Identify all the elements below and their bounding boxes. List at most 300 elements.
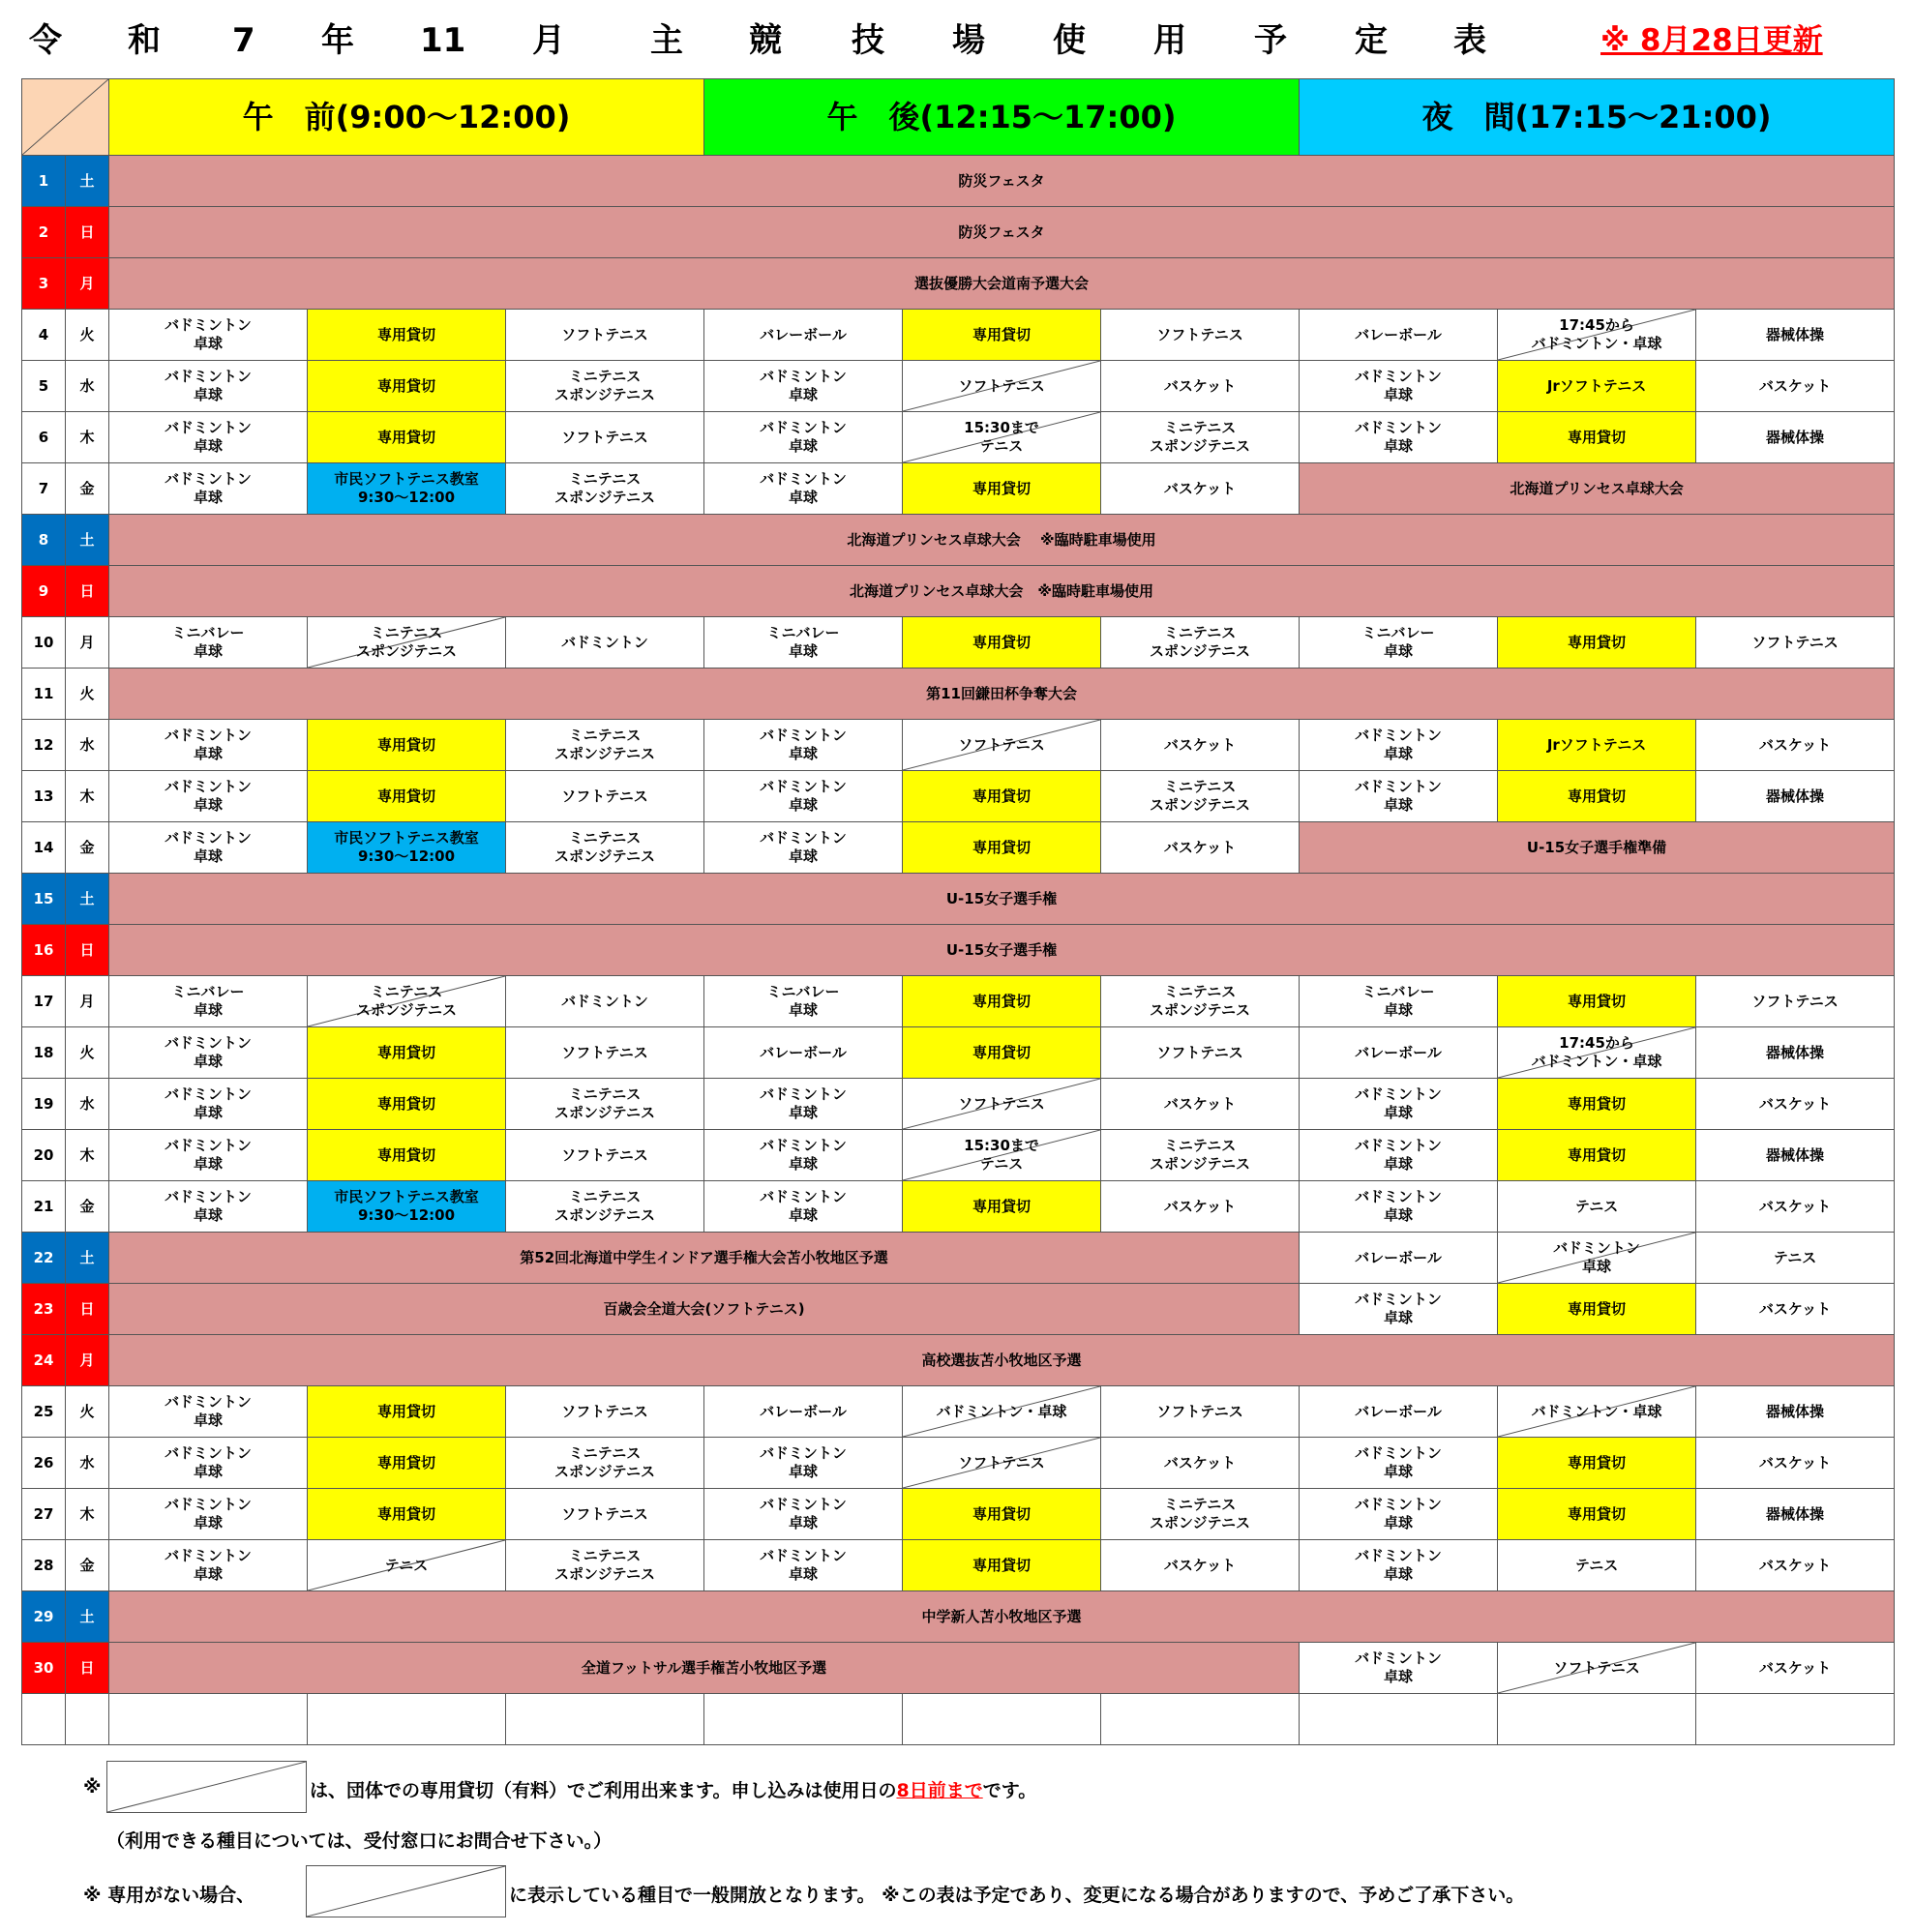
cell-text-line: バスケット [1758, 1197, 1832, 1215]
cell-text-line: スポンジテニス [1150, 1001, 1251, 1019]
update-note: ※ 8月28日更新 [1600, 23, 1823, 58]
reserved-cell [1498, 412, 1696, 463]
sport-cell [1300, 1540, 1498, 1591]
sport-cell [1101, 463, 1300, 515]
cell-text-line: バドミントン [760, 1137, 847, 1154]
day-number: 21 [22, 1181, 66, 1233]
title-char: 場 [952, 21, 985, 60]
day-number: 24 [22, 1335, 66, 1386]
sport-cell [1696, 771, 1895, 822]
schedule-row [22, 874, 1895, 925]
footer-line2: （利用できる種目については、受付窓口にお問合せ下さい。） [106, 1830, 613, 1852]
schedule-row [22, 720, 1895, 771]
reserved-cell [308, 412, 506, 463]
title-char: 予 [1254, 21, 1287, 60]
cell-text-line: テニス [1574, 1556, 1619, 1574]
cell-text-line: ミニバレー [1361, 624, 1435, 641]
cell-text-line: ソフトテニス [958, 376, 1045, 395]
event-cell [109, 258, 1895, 310]
cell-text-line: バドミントン [760, 778, 847, 795]
sport-cell [1101, 1386, 1300, 1438]
day-number: 18 [22, 1027, 66, 1079]
sport-cell [1300, 1438, 1498, 1489]
cell-text-line: スポンジテニス [553, 1565, 656, 1583]
day-of-week: 水 [66, 720, 109, 771]
cell-text-line: バドミントン [164, 316, 252, 334]
sport-cell [1696, 1386, 1895, 1438]
cell-text-line: 専用貸切 [376, 735, 435, 754]
title-char: 技 [852, 21, 884, 60]
reserved-cell [1498, 1130, 1696, 1181]
event-cell [109, 1643, 1300, 1694]
sport-cell [109, 1079, 308, 1130]
sport-cell [704, 1027, 903, 1079]
cell-text-line: スポンジテニス [553, 1104, 656, 1121]
cell-text-line: 9:30～12:00 [357, 489, 456, 506]
sport-cell [506, 310, 704, 361]
cell-text-line: バスケット [1758, 376, 1832, 395]
cell-text-line: バレーボール [1355, 325, 1442, 343]
sport-cell [1696, 361, 1895, 412]
cell-text-line: 器械体操 [1766, 1402, 1825, 1420]
reserved-cell [308, 1130, 506, 1181]
sport-cell [308, 617, 506, 669]
sport-cell [1696, 310, 1895, 361]
sport-cell [704, 1540, 903, 1591]
sport-cell [704, 1130, 903, 1181]
sport-cell [704, 976, 903, 1027]
day-number: 26 [22, 1438, 66, 1489]
day-of-week: 水 [66, 361, 109, 412]
sport-cell [1101, 412, 1300, 463]
cell-text-line: テニス [979, 1155, 1024, 1173]
sport-cell [506, 976, 704, 1027]
cell-text-line: ソフトテニス [1553, 1658, 1640, 1677]
reserved-cell [308, 361, 506, 412]
sport-cell [1300, 310, 1498, 361]
day-of-week: 日 [66, 1643, 109, 1694]
cell-text-line: 卓球 [1384, 437, 1414, 455]
cell-text-line: 専用貸切 [376, 1043, 435, 1061]
cell-text-line: 卓球 [1384, 1565, 1414, 1583]
cell-text-line: 卓球 [193, 437, 223, 455]
day-number: 17 [22, 976, 66, 1027]
cell-text-line: 専用貸切 [1568, 633, 1627, 651]
cell-text-line: 防災フェスタ [958, 171, 1045, 190]
schedule-row [22, 1643, 1895, 1694]
sport-cell [1300, 1027, 1498, 1079]
cell-text-line: ミニテニス [1163, 983, 1237, 1000]
cell-text-line: バドミントン [760, 470, 847, 488]
schedule-table [21, 78, 1895, 1745]
class-cell [308, 463, 506, 515]
cell-text-line: 卓球 [789, 745, 819, 762]
cell-text-line: ソフトテニス [958, 1094, 1045, 1113]
cell-text-line: 専用貸切 [972, 838, 1032, 856]
cell-text-line: 専用貸切 [1568, 1094, 1627, 1113]
cell-text-line: スポンジテニス [553, 745, 656, 762]
day-number: 15 [22, 874, 66, 925]
cell-text-line: 専用貸切 [972, 479, 1032, 497]
cell-text-line: バレーボール [760, 325, 847, 343]
sport-cell [704, 771, 903, 822]
sport-cell [506, 1130, 704, 1181]
day-of-week: 木 [66, 1130, 109, 1181]
cell-text-line: ミニテニス [568, 470, 642, 488]
day-number: 9 [22, 566, 66, 617]
sport-cell [109, 771, 308, 822]
empty-cell [1300, 1694, 1498, 1745]
cell-text-line: 専用貸切 [972, 787, 1032, 805]
cell-text-line: 卓球 [193, 745, 223, 762]
sport-cell [109, 976, 308, 1027]
sport-cell [506, 617, 704, 669]
reserved-cell [903, 1027, 1101, 1079]
sport-cell [506, 822, 704, 874]
cell-text-line: 卓球 [1384, 1668, 1414, 1685]
cell-text-line: バドミントン [1355, 1547, 1442, 1564]
reserved-cell [308, 1386, 506, 1438]
reserved-cell [903, 617, 1101, 669]
sport-cell [109, 463, 308, 515]
day-number: 12 [22, 720, 66, 771]
schedule-row [22, 412, 1895, 463]
cell-text-line: ミニテニス [1163, 419, 1237, 436]
sport-cell [109, 1540, 308, 1591]
cell-text-line: バドミントン [760, 829, 847, 847]
sport-cell [1696, 976, 1895, 1027]
day-of-week: 金 [66, 463, 109, 515]
cell-text-line: バドミントン [1553, 1239, 1640, 1257]
sport-cell [1696, 1181, 1895, 1233]
cell-text-line: スポンジテニス [1150, 642, 1251, 660]
cell-text-line: 中学新人苫小牧地区予選 [921, 1607, 1082, 1625]
reserved-cell [903, 310, 1101, 361]
schedule-row [22, 822, 1895, 874]
title-bar [21, 15, 1823, 70]
header-row [22, 79, 1895, 156]
cell-text-line: 専用貸切 [1568, 787, 1627, 805]
sport-cell [704, 1181, 903, 1233]
reserved-cell [308, 771, 506, 822]
sport-cell [704, 463, 903, 515]
sport-cell [903, 1438, 1101, 1489]
schedule-row [22, 1284, 1895, 1335]
cell-text-line: 器械体操 [1766, 787, 1825, 805]
cell-text-line: 卓球 [1384, 1001, 1414, 1019]
cell-text-line: 卓球 [193, 796, 223, 814]
day-of-week: 月 [66, 258, 109, 310]
day-of-week: 火 [66, 1386, 109, 1438]
sport-cell [1101, 617, 1300, 669]
schedule-row [22, 1489, 1895, 1540]
header-pm: 午 後(12:15～17:00) [704, 79, 1300, 156]
cell-text-line: 専用貸切 [1568, 1453, 1627, 1471]
cell-text-line: バレーボール [1355, 1043, 1442, 1061]
sport-cell [1300, 720, 1498, 771]
empty-cell [1498, 1694, 1696, 1745]
sport-cell [1300, 1079, 1498, 1130]
cell-text-line: 卓球 [193, 335, 223, 352]
sport-cell [1300, 771, 1498, 822]
sport-cell [506, 1489, 704, 1540]
day-of-week: 土 [66, 156, 109, 207]
empty-cell [1696, 1694, 1895, 1745]
sport-cell [506, 412, 704, 463]
day-of-week: 金 [66, 1540, 109, 1591]
day-of-week: 月 [66, 1335, 109, 1386]
sport-cell [1498, 1233, 1696, 1284]
cell-text-line: 17:45から [1559, 1034, 1634, 1052]
cell-text-line: ミニバレー [766, 983, 840, 1000]
sport-cell [308, 1540, 506, 1591]
cell-text-line: バドミントン [1355, 419, 1442, 436]
event-cell [1300, 463, 1895, 515]
sport-cell [506, 771, 704, 822]
cell-text-line: ソフトテニス [1751, 633, 1839, 651]
cell-text-line: バドミントン [1355, 1291, 1442, 1308]
cell-text-line: ソフトテニス [1156, 1043, 1243, 1061]
sport-cell [1101, 361, 1300, 412]
cell-text-line: 専用貸切 [376, 1504, 435, 1523]
cell-text-line: バドミントン [1355, 1137, 1442, 1154]
cell-text-line: バドミントン [164, 1188, 252, 1205]
cell-text-line: バドミントン [164, 727, 252, 744]
sport-cell [704, 361, 903, 412]
cell-text-line: ソフトテニス [1156, 1402, 1243, 1420]
reserved-cell [308, 1438, 506, 1489]
cell-text-line: ソフトテニス [561, 1402, 648, 1420]
sport-cell [1300, 1284, 1498, 1335]
cell-text-line: バスケット [1163, 479, 1237, 497]
day-number: 19 [22, 1079, 66, 1130]
schedule-row [22, 1233, 1895, 1284]
cell-text-line: スポンジテニス [553, 1206, 656, 1224]
cell-text-line: バドミントン・卓球 [936, 1402, 1067, 1420]
cell-text-line: 器械体操 [1766, 325, 1825, 343]
reserved-cell [903, 771, 1101, 822]
day-number: 8 [22, 515, 66, 566]
cell-text-line: ソフトテニス [561, 787, 648, 805]
sport-cell [109, 412, 308, 463]
day-of-week: 日 [66, 207, 109, 258]
day-of-week: 月 [66, 976, 109, 1027]
day-number: 29 [22, 1591, 66, 1643]
title-char: 主 [650, 21, 683, 60]
cell-text-line: 卓球 [789, 1463, 819, 1480]
schedule-row [22, 207, 1895, 258]
cell-text-line: 専用貸切 [1568, 1145, 1627, 1164]
reserved-cell [903, 1540, 1101, 1591]
footer-line1: は、団体での専用貸切（有料）でご利用出来ます。申し込みは使用日の8日前までです。 [310, 1780, 1037, 1801]
cell-text-line: ミニバレー [171, 983, 245, 1000]
cell-text-line: バスケット [1758, 1299, 1832, 1318]
sport-cell [1696, 1489, 1895, 1540]
sport-cell [903, 720, 1101, 771]
cell-text-line: U-15女子選手権 [945, 940, 1058, 959]
reserved-cell [308, 1079, 506, 1130]
sport-cell [308, 976, 506, 1027]
cell-text-line: バドミントン [164, 1547, 252, 1564]
sport-cell [903, 1130, 1101, 1181]
cell-text-line: 器械体操 [1766, 1504, 1825, 1523]
sport-cell [1696, 1233, 1895, 1284]
cell-text-line: 卓球 [789, 796, 819, 814]
sport-cell [506, 361, 704, 412]
schedule-row [22, 1540, 1895, 1591]
sport-cell [109, 617, 308, 669]
cell-text-line: 専用貸切 [1568, 992, 1627, 1010]
cell-text-line: バドミントン [760, 1188, 847, 1205]
day-number: 1 [22, 156, 66, 207]
cell-text-line: バドミントン [760, 1547, 847, 1564]
cell-text-line: ミニテニス [568, 1547, 642, 1564]
cell-text-line: ミニテニス [568, 727, 642, 744]
empty-cell [506, 1694, 704, 1745]
cell-text-line: バドミントン [1355, 1496, 1442, 1513]
event-cell [109, 1335, 1895, 1386]
cell-text-line: 卓球 [193, 1514, 223, 1531]
sport-cell [903, 1386, 1101, 1438]
sport-cell [1498, 1643, 1696, 1694]
cell-text-line: 北海道プリンセス卓球大会 [1510, 479, 1684, 497]
reserved-cell [308, 1489, 506, 1540]
day-number: 4 [22, 310, 66, 361]
event-cell [1300, 822, 1895, 874]
sport-cell [109, 1489, 308, 1540]
cell-text-line: 15:30まで [964, 419, 1039, 436]
empty-cell [66, 1694, 109, 1745]
title-char: 令 [29, 21, 62, 60]
schedule-row [22, 1438, 1895, 1489]
cell-text-line: 北海道プリンセス卓球大会 ※臨時駐車場使用 [847, 530, 1156, 549]
sport-cell [1498, 1386, 1696, 1438]
cell-text-line: ミニテニス [568, 1188, 642, 1205]
cell-text-line: バドミントン [164, 829, 252, 847]
reserved-cell [308, 720, 506, 771]
schedule-row [22, 617, 1895, 669]
cell-text-line: 器械体操 [1766, 428, 1825, 446]
cell-text-line: ミニテニス [568, 1085, 642, 1103]
class-cell [308, 1181, 506, 1233]
cell-text-line: 卓球 [193, 1463, 223, 1480]
sport-cell [506, 1386, 704, 1438]
schedule-row [22, 258, 1895, 310]
cell-text-line: 卓球 [193, 1104, 223, 1121]
cell-text-line: バドミントン [164, 419, 252, 436]
cell-text-line: スポンジテニス [553, 489, 656, 506]
title-char: 使 [1053, 21, 1086, 60]
sport-cell [1696, 1027, 1895, 1079]
cell-text-line: バスケット [1163, 1453, 1237, 1471]
day-of-week: 火 [66, 669, 109, 720]
day-number: 20 [22, 1130, 66, 1181]
footer-mark: ※ [83, 1776, 102, 1798]
empty-cell [903, 1694, 1101, 1745]
sport-cell [704, 1386, 903, 1438]
cell-text-line: 卓球 [1384, 386, 1414, 403]
day-of-week: 木 [66, 771, 109, 822]
day-number: 10 [22, 617, 66, 669]
cell-text-line: 専用貸切 [972, 1197, 1032, 1215]
cell-text-line: ミニテニス [1163, 778, 1237, 795]
sport-cell [506, 1079, 704, 1130]
day-of-week: 火 [66, 310, 109, 361]
day-of-week: 日 [66, 566, 109, 617]
cell-text-line: ミニテニス [568, 829, 642, 847]
cell-text-line: 専用貸切 [376, 428, 435, 446]
cell-text-line: 百歳会全道大会(ソフトテニス) [603, 1299, 805, 1318]
cell-text-line: 卓球 [193, 1155, 223, 1173]
cell-text-line: バドミントン [760, 1496, 847, 1513]
cell-text-line: U-15女子選手権 [945, 889, 1058, 907]
cell-text-line: バスケット [1758, 735, 1832, 754]
cell-text-line: 専用貸切 [972, 633, 1032, 651]
cell-text-line: バドミントン [164, 778, 252, 795]
cell-text-line: スポンジテニス [1150, 1514, 1251, 1531]
cell-text-line: バスケット [1163, 838, 1237, 856]
cell-text-line: ミニバレー [766, 624, 840, 641]
cell-text-line: 専用貸切 [376, 325, 435, 343]
class-cell [308, 822, 506, 874]
title-char: 年 [321, 21, 354, 60]
cell-text-line: 卓球 [789, 1001, 819, 1019]
cell-text-line: 卓球 [1384, 1155, 1414, 1173]
day-of-week: 日 [66, 1284, 109, 1335]
sport-cell [1696, 412, 1895, 463]
sport-cell [704, 1438, 903, 1489]
sport-cell [1498, 1181, 1696, 1233]
event-cell [109, 515, 1895, 566]
cell-text-line: バスケット [1758, 1658, 1832, 1677]
cell-text-line: 専用貸切 [376, 376, 435, 395]
cell-text-line: バスケット [1163, 1094, 1237, 1113]
day-of-week: 土 [66, 1591, 109, 1643]
cell-text-line: バドミントン [164, 1496, 252, 1513]
footer-line3-rest: に表示している種目で一般開放となります。 ※この表は予定であり、変更になる場合がありますので、予めご了承下さい。 [509, 1885, 1525, 1906]
empty-row [22, 1694, 1895, 1745]
sport-cell [704, 1079, 903, 1130]
cell-text-line: バドミントン [164, 1393, 252, 1411]
sport-cell [1300, 617, 1498, 669]
cell-text-line: 卓球 [789, 847, 819, 865]
event-cell [109, 874, 1895, 925]
day-number: 25 [22, 1386, 66, 1438]
sport-cell [1101, 1438, 1300, 1489]
sport-cell [704, 310, 903, 361]
cell-text-line: 卓球 [193, 1206, 223, 1224]
sport-cell [1101, 720, 1300, 771]
title-char: 月 [532, 21, 565, 60]
cell-text-line: 卓球 [193, 642, 223, 660]
sport-cell [506, 1438, 704, 1489]
day-of-week: 木 [66, 412, 109, 463]
reserved-cell [308, 1027, 506, 1079]
cell-text-line: スポンジテニス [1150, 437, 1251, 455]
sport-cell [1101, 310, 1300, 361]
empty-cell [704, 1694, 903, 1745]
title-char: 和 [128, 21, 161, 60]
day-of-week: 水 [66, 1438, 109, 1489]
schedule-row [22, 463, 1895, 515]
sport-cell [109, 822, 308, 874]
day-number: 27 [22, 1489, 66, 1540]
sport-cell [109, 1027, 308, 1079]
sport-cell [109, 1438, 308, 1489]
cell-text-line: バレーボール [1355, 1248, 1442, 1266]
empty-cell [22, 1694, 66, 1745]
cell-text-line: 卓球 [789, 1104, 819, 1121]
